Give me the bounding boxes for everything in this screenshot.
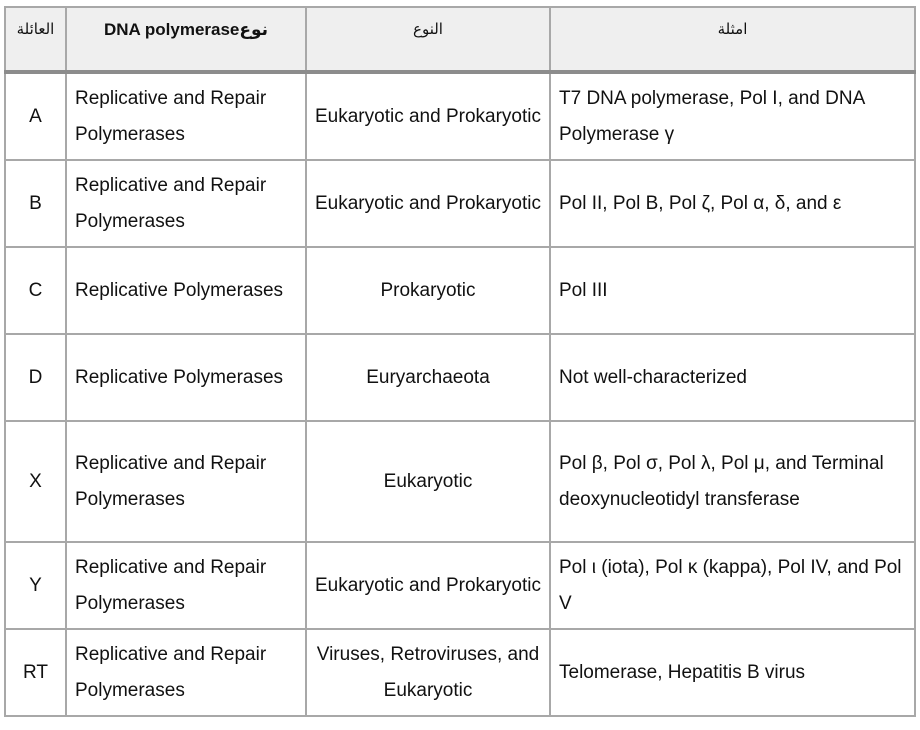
table-row xyxy=(5,160,915,247)
table-row xyxy=(5,421,915,542)
header-family: العائلة xyxy=(5,7,66,72)
cell-organism: Eukaryotic and Prokaryotic xyxy=(306,72,550,160)
cell-type: Replicative and Repair Polymerases xyxy=(66,421,306,542)
cell-examples: Telomerase, Hepatitis B virus xyxy=(550,629,915,716)
cell-family: C xyxy=(5,247,66,334)
header-organism: النوع xyxy=(306,7,550,72)
cell-examples: Pol β, Pol σ, Pol λ, Pol μ, and Terminal deoxynucleotidyl transferase xyxy=(550,421,915,542)
table-row xyxy=(5,247,915,334)
cell-type: Replicative and Repair Polymerases xyxy=(66,629,306,716)
cell-family: Y xyxy=(5,542,66,629)
cell-type: Replicative and Repair Polymerases xyxy=(66,160,306,247)
table-header-row xyxy=(5,7,915,72)
cell-organism: Eukaryotic xyxy=(306,421,550,542)
cell-organism: Euryarchaeota xyxy=(306,334,550,421)
cell-examples: Pol II, Pol B, Pol ζ, Pol α, δ, and ε xyxy=(550,160,915,247)
cell-organism: Eukaryotic and Prokaryotic xyxy=(306,542,550,629)
table-row xyxy=(5,629,915,716)
cell-family: A xyxy=(5,72,66,160)
cell-organism: Eukaryotic and Prokaryotic xyxy=(306,160,550,247)
header-polymerase-type: DNA polymeraseنوع xyxy=(66,7,306,72)
cell-organism: Viruses, Retroviruses, and Eukaryotic xyxy=(306,629,550,716)
cell-type: Replicative and Repair Polymerases xyxy=(66,72,306,160)
table-row xyxy=(5,334,915,421)
cell-examples: Not well-characterized xyxy=(550,334,915,421)
cell-type: Replicative and Repair Polymerases xyxy=(66,542,306,629)
cell-examples: Pol ι (iota), Pol κ (kappa), Pol IV, and Pol V xyxy=(550,542,915,629)
table-row xyxy=(5,72,915,160)
polymerase-families-table xyxy=(4,6,916,717)
cell-type: Replicative Polymerases xyxy=(66,334,306,421)
cell-examples: T7 DNA polymerase, Pol I, and DNA Polymerase γ xyxy=(550,72,915,160)
cell-type: Replicative Polymerases xyxy=(66,247,306,334)
cell-family: D xyxy=(5,334,66,421)
header-examples: امثلة xyxy=(550,7,915,72)
cell-examples: Pol III xyxy=(550,247,915,334)
cell-family: RT xyxy=(5,629,66,716)
cell-organism: Prokaryotic xyxy=(306,247,550,334)
cell-family: B xyxy=(5,160,66,247)
table-row xyxy=(5,542,915,629)
cell-family: X xyxy=(5,421,66,542)
